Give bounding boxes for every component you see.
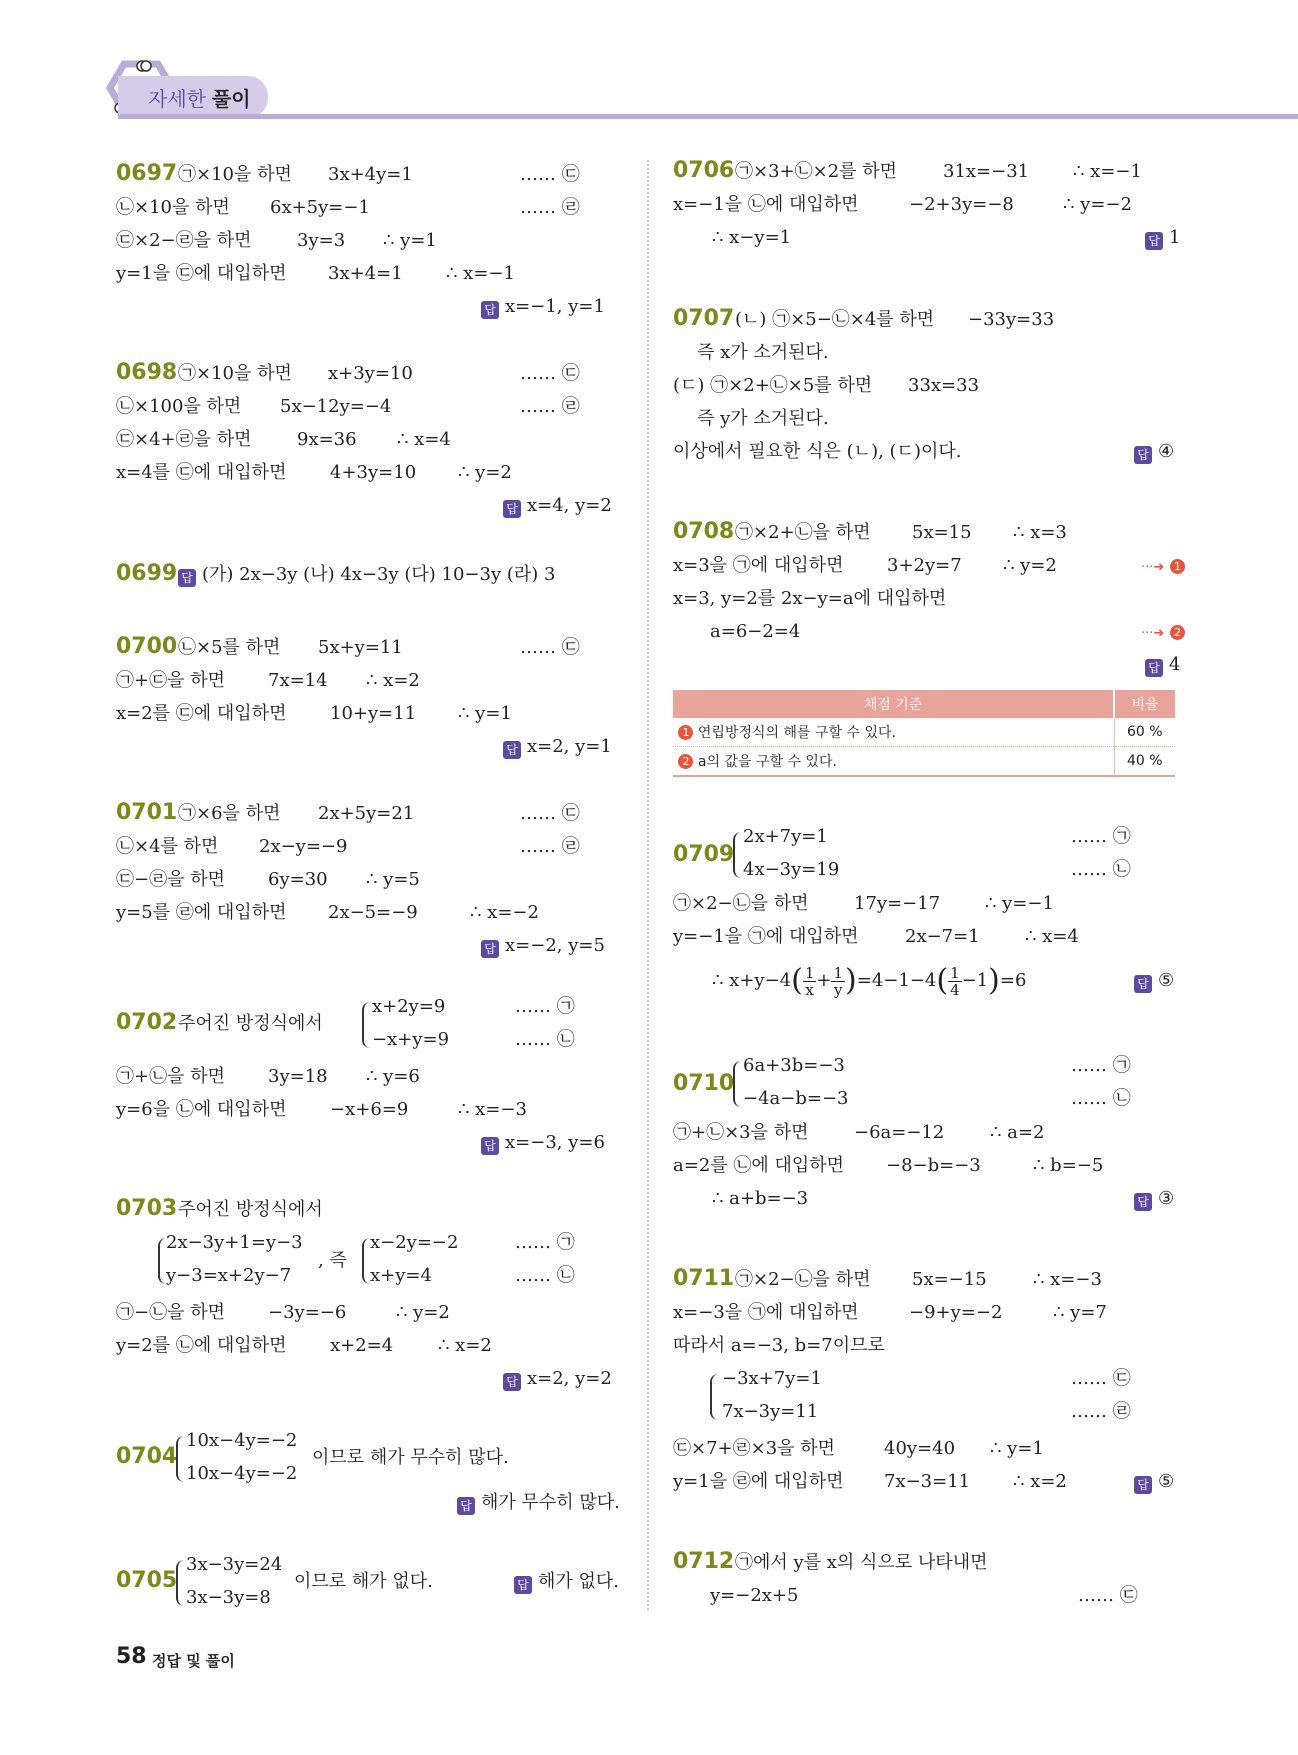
answer [1145, 654, 1180, 677]
step-badge-icon: 2 [678, 754, 693, 769]
step-text: x=−3을 ㉠에 대입하면 [673, 1302, 859, 1323]
step-text: ㉡×5를 하면 [178, 637, 281, 658]
answer-mark-icon: 답 [1134, 446, 1152, 464]
step-text: (ㄴ) ㉠×5−㉡×4를 하면 [735, 309, 935, 330]
answer [178, 564, 555, 587]
system-brace [158, 1238, 166, 1284]
answer-mark-icon: 답 [503, 1373, 521, 1391]
equation-tag: …… ㉠ [515, 996, 575, 1017]
answer [1134, 1188, 1174, 1211]
grading-ratio: 40 % [1114, 747, 1175, 777]
equation: 7x−3=11 [884, 1471, 971, 1492]
conclusion-text: 이상에서 필요한 식은 (ㄴ), (ㄷ)이다. [673, 441, 962, 462]
step-marker [1141, 555, 1185, 579]
equation: 6y=30 [268, 869, 328, 890]
answer-mark-icon: 답 [1134, 1193, 1152, 1211]
expr-prefix: ∴ x+y−4 [712, 970, 792, 991]
result: ∴ a=2 [990, 1122, 1045, 1143]
step-text: ㉡×4를 하면 [116, 836, 219, 857]
step-marker [1141, 621, 1185, 645]
result: ∴ x=2 [438, 1335, 492, 1356]
fraction: $\frac{1}{y}$ [833, 963, 844, 999]
answer [1134, 970, 1174, 993]
grading-row [673, 718, 1175, 747]
result: ∴ x=−2 [470, 902, 539, 923]
step-text: ㉠+㉡×3을 하면 [673, 1122, 809, 1143]
problem-number: 0703 [116, 1196, 178, 1221]
step-badge-icon: 1 [678, 725, 693, 740]
answer-mark-icon: 답 [503, 500, 521, 518]
step-text: ㉠×10을 하면 [178, 363, 292, 384]
answer-mark-icon: 답 [178, 569, 196, 587]
answer [514, 1571, 619, 1594]
answer-mark-icon: 답 [1145, 232, 1163, 250]
result: ∴ x=3 [1013, 522, 1067, 543]
answer-text: x=2, y=2 [527, 1368, 612, 1389]
fraction: $\frac{1}{x}$ [804, 963, 815, 999]
step-text: ㉢−㉣을 하면 [116, 869, 225, 890]
answer-mark-icon: 답 [1134, 1476, 1152, 1494]
fraction: $\frac{1}{4}$ [950, 963, 960, 999]
equation: 2x−7=1 [905, 926, 980, 947]
equation: −x+6=9 [330, 1099, 409, 1120]
result: ∴ y=1 [383, 230, 437, 251]
step-text: x=−1을 ㉡에 대입하면 [673, 194, 859, 215]
grading-row [673, 747, 1175, 777]
equation: y−3=x+2y−7 [166, 1265, 292, 1286]
expr-middle: =4−1−4 [856, 970, 937, 991]
equation: 6x+5y=−1 [270, 197, 370, 218]
equation-tag: …… ㉢ [1078, 1585, 1138, 1606]
equation-tag: …… ㉢ [520, 637, 580, 658]
section-title-b: 풀이 [211, 87, 251, 111]
equation: 5x+y=11 [318, 637, 403, 658]
step-text: ㉢×2−㉣을 하면 [116, 230, 252, 251]
section-title-a: 자세한 [148, 87, 206, 111]
answer-text: ⑤ [1158, 1471, 1175, 1492]
section-title [148, 83, 251, 112]
equation-tag: …… ㉢ [520, 803, 580, 824]
explanation-text: 따라서 a=−3, b=7이므로 [673, 1335, 885, 1356]
problem-number: 0700 [116, 634, 178, 659]
grading-header-ratio: 비율 [1114, 690, 1175, 718]
equation: 4x−3y=19 [743, 859, 840, 880]
header-rule [118, 114, 1298, 119]
answer-text: 4 [1169, 654, 1181, 675]
equation: a=6−2=4 [710, 621, 801, 642]
answer [503, 495, 612, 518]
result: ∴ y=−2 [1063, 194, 1132, 215]
equation-tag: …… ㉡ [515, 1029, 575, 1050]
answer-text: 1 [1169, 227, 1181, 248]
answer [481, 296, 605, 319]
grading-criterion [673, 747, 1114, 777]
equation: x+2=4 [330, 1335, 394, 1356]
answer-text: 해가 무수히 많다. [481, 1492, 620, 1513]
conclusion-text: 이므로 해가 없다. [294, 1571, 433, 1592]
equation: −4a−b=−3 [743, 1088, 849, 1109]
equation: y=−2x+5 [710, 1585, 799, 1606]
answer-mark-icon: 답 [481, 1137, 499, 1155]
system-brace [176, 1560, 184, 1606]
answer-mark-icon: 답 [1145, 659, 1163, 677]
problem-number: 0702 [116, 1010, 178, 1035]
result: ∴ y=2 [1003, 555, 1057, 576]
equation: 31x=−31 [943, 161, 1030, 182]
equation: −3y=−6 [268, 1302, 347, 1323]
answer-text: x=2, y=1 [527, 736, 612, 757]
equation-tag: …… ㉠ [515, 1232, 575, 1253]
step-text: x=4를 ㉢에 대입하면 [116, 462, 287, 483]
equation: x−2y=−2 [370, 1232, 459, 1253]
answer-text: ④ [1158, 441, 1175, 462]
equation-tag: …… ㉣ [520, 197, 580, 218]
step-text: ㉠×2+㉡을 하면 [735, 522, 871, 543]
step-text: ㉠−㉡을 하면 [116, 1302, 225, 1323]
grading-ratio: 60 % [1114, 718, 1175, 747]
explanation-text: 즉 x가 소거된다. [697, 342, 829, 363]
equation: x+3y=10 [328, 363, 413, 384]
equation: 2x−3y+1=y−3 [166, 1232, 303, 1253]
answer [457, 1492, 620, 1515]
answer [503, 1368, 612, 1391]
result: ∴ x=−3 [1033, 1269, 1102, 1290]
equation: 2x−5=−9 [328, 902, 418, 923]
result: ∴ a+b=−3 [712, 1188, 809, 1209]
equation: −2+3y=−8 [909, 194, 1014, 215]
equation: 6a+3b=−3 [743, 1055, 845, 1076]
arrow-icon: ···➜ [1141, 626, 1165, 641]
equation: 7x−3y=11 [722, 1401, 819, 1422]
step-text: ㉠에서 y를 x의 식으로 나타내면 [735, 1552, 988, 1573]
equation: 3+2y=7 [887, 555, 962, 576]
equation: 5x=15 [912, 522, 972, 543]
answer [1134, 1471, 1174, 1494]
equation: 40y=40 [884, 1438, 956, 1459]
result: ∴ y=2 [396, 1302, 450, 1323]
problem-number: 0708 [673, 519, 735, 544]
answer-mark-icon: 답 [481, 301, 499, 319]
system-brace [362, 1002, 370, 1048]
equation: x+y=4 [370, 1265, 432, 1286]
equation: −9+y=−2 [909, 1302, 1003, 1323]
equation: −6a=−12 [854, 1122, 945, 1143]
equation: 3x+4=1 [328, 263, 403, 284]
page-number: 58 [116, 1644, 147, 1669]
equation: 5x=−15 [912, 1269, 987, 1290]
equation-tag: …… ㉠ [1071, 1055, 1131, 1076]
result: ∴ y=7 [1053, 1302, 1107, 1323]
column-divider [647, 160, 649, 1610]
step-text: ㉢×4+㉣을 하면 [116, 429, 252, 450]
answer-mark-icon: 답 [481, 940, 499, 958]
step-text: ㉡×10을 하면 [116, 197, 230, 218]
step-text: x=2를 ㉢에 대입하면 [116, 703, 287, 724]
grading-table [673, 690, 1175, 777]
problem-number: 0710 [673, 1071, 735, 1096]
arrow-icon: ···➜ [1141, 560, 1165, 575]
system-brace [710, 1374, 718, 1420]
equation: 17y=−17 [854, 893, 941, 914]
result: ∴ x=−1 [446, 263, 515, 284]
answer-text: (가) 2x−3y (나) 4x−3y (다) 10−3y (라) 3 [202, 564, 556, 585]
step-text: ㉠+㉢을 하면 [116, 670, 225, 691]
problem-number: 0701 [116, 800, 178, 825]
equation: 5x−12y=−4 [280, 396, 392, 417]
step-text: ㉢×7+㉣×3을 하면 [673, 1438, 836, 1459]
answer-mark-icon: 답 [457, 1497, 475, 1515]
step-text: y=−1을 ㉠에 대입하면 [673, 926, 859, 947]
connector-text: , 즉 [318, 1250, 347, 1271]
equation-tag: …… ㉡ [1071, 859, 1131, 880]
result: ∴ y=2 [458, 462, 512, 483]
step-text: y=6을 ㉡에 대입하면 [116, 1099, 287, 1120]
result: ∴ y=1 [458, 703, 512, 724]
answer-text: ⑤ [1158, 970, 1175, 991]
system-brace [362, 1238, 370, 1284]
answer-mark-icon: 답 [1134, 975, 1152, 993]
system-brace [733, 832, 741, 878]
problem-number: 0697 [116, 161, 178, 186]
problem-number: 0705 [116, 1568, 178, 1593]
answer [481, 1132, 605, 1155]
equation-tag: …… ㉠ [1071, 826, 1131, 847]
equation: 2x+5y=21 [318, 803, 415, 824]
result: ∴ y=5 [366, 869, 420, 890]
answer-text: x=−3, y=6 [505, 1132, 605, 1153]
fraction-expression: ∴ x+y−4( $\frac{1}{x}$ + $\frac{1}{y}$ )=4−1−4( $\frac{1}{4}$ −1)=6 [712, 963, 1027, 999]
step-text: ㉡×100을 하면 [116, 396, 242, 417]
step-text: ㉠×3+㉡×2를 하면 [735, 161, 898, 182]
system-brace [733, 1061, 741, 1107]
grading-table-header [673, 690, 1175, 718]
step-text: (ㄷ) ㉠×2+㉡×5를 하면 [673, 375, 873, 396]
footer-label: 정답 및 풀이 [152, 1652, 235, 1670]
conclusion-text: 이므로 해가 무수히 많다. [312, 1447, 509, 1468]
equation: 10x−4y=−2 [186, 1463, 298, 1484]
grading-criterion-text: a의 값을 구할 수 있다. [697, 754, 837, 770]
problem-number: 0704 [116, 1444, 178, 1469]
result: ∴ x=2 [1013, 1471, 1067, 1492]
equation-tag: …… ㉢ [1071, 1368, 1131, 1389]
equation: 3x−3y=8 [186, 1587, 271, 1608]
equation-tag: …… ㉡ [515, 1265, 575, 1286]
step-text: x=3을 ㉠에 대입하면 [673, 555, 844, 576]
answer-mark-icon: 답 [503, 741, 521, 759]
step-text: ㉠×2−㉡을 하면 [673, 893, 809, 914]
problem-number: 0707 [673, 306, 735, 331]
problem-number: 0709 [673, 842, 735, 867]
result: ∴ x=−3 [458, 1099, 527, 1120]
answer-text: ③ [1158, 1188, 1175, 1209]
explanation-text: 즉 y가 소거된다. [697, 408, 829, 429]
equation: 33x=33 [908, 375, 980, 396]
step-text: x=3, y=2를 2x−y=a에 대입하면 [673, 588, 947, 609]
equation-tag: …… ㉣ [520, 836, 580, 857]
answer-text: 해가 없다. [538, 1571, 619, 1592]
equation: 3x−3y=24 [186, 1554, 283, 1575]
result: ∴ y=−1 [985, 893, 1054, 914]
equation-tag: …… ㉣ [520, 396, 580, 417]
problem-number: 0706 [673, 158, 735, 183]
result: ∴ x=4 [397, 429, 451, 450]
problem-number: 0712 [673, 1549, 735, 1574]
equation: 9x=36 [297, 429, 357, 450]
step-text: ㉠×10을 하면 [178, 164, 292, 185]
answer [503, 736, 612, 759]
equation-tag: …… ㉢ [520, 164, 580, 185]
equation-tag: …… ㉣ [1071, 1401, 1131, 1422]
equation: x+2y=9 [372, 996, 446, 1017]
grading-criterion-text: 연립방정식의 해를 구할 수 있다. [697, 725, 896, 741]
intro-text: 주어진 방정식에서 [178, 1199, 323, 1220]
result: ∴ x=4 [1025, 926, 1079, 947]
result: ∴ b=−5 [1033, 1155, 1104, 1176]
answer-text: x=4, y=2 [527, 495, 612, 516]
step-text: y=1을 ㉣에 대입하면 [673, 1471, 844, 1492]
result: ∴ x=−1 [1073, 161, 1142, 182]
equation: 4+3y=10 [330, 462, 417, 483]
problem-number: 0698 [116, 360, 178, 385]
step-text: ㉠+㉡을 하면 [116, 1066, 225, 1087]
equation: −8−b=−3 [886, 1155, 981, 1176]
equation-tag: …… ㉢ [520, 363, 580, 384]
grading-criterion [673, 718, 1114, 747]
step-text: y=2를 ㉡에 대입하면 [116, 1335, 287, 1356]
step-text: a=2를 ㉡에 대입하면 [673, 1155, 845, 1176]
equation: 10x−4y=−2 [186, 1430, 298, 1451]
equation: 3y=3 [297, 230, 346, 251]
step-text: y=1을 ㉢에 대입하면 [116, 263, 287, 284]
equation: 3y=18 [268, 1066, 328, 1087]
system-brace [176, 1436, 184, 1482]
step-badge-icon: 2 [1170, 625, 1185, 640]
answer-text: x=−2, y=5 [505, 935, 605, 956]
equation: −3x+7y=1 [722, 1368, 822, 1389]
intro-text: 주어진 방정식에서 [178, 1013, 323, 1034]
equation-tag: …… ㉡ [1071, 1088, 1131, 1109]
step-text: ㉠×2−㉡을 하면 [735, 1269, 871, 1290]
answer [1134, 441, 1174, 464]
equation: −33y=33 [968, 309, 1055, 330]
step-text: y=5를 ㉣에 대입하면 [116, 902, 287, 923]
answer [481, 935, 605, 958]
equation: 2x+7y=1 [743, 826, 828, 847]
grading-header-criteria: 채점 기준 [673, 690, 1114, 718]
equation: 10+y=11 [330, 703, 417, 724]
result: ∴ x=2 [366, 670, 420, 691]
expr-suffix: =6 [999, 970, 1027, 991]
problem-number: 0699 [116, 561, 178, 586]
answer-text: x=−1, y=1 [505, 296, 605, 317]
problem-number: 0711 [673, 1266, 735, 1291]
step-text: ㉠×6을 하면 [178, 803, 281, 824]
equation: −x+y=9 [372, 1029, 450, 1050]
result: ∴ y=1 [990, 1438, 1044, 1459]
equation: 2x−y=−9 [259, 836, 348, 857]
step-badge-icon: 1 [1170, 559, 1185, 574]
answer-mark-icon: 답 [514, 1576, 532, 1594]
result: ∴ x−y=1 [712, 227, 792, 248]
result: ∴ y=6 [366, 1066, 420, 1087]
answer [1145, 227, 1180, 250]
equation: 7x=14 [268, 670, 328, 691]
equation: 3x+4y=1 [328, 164, 413, 185]
